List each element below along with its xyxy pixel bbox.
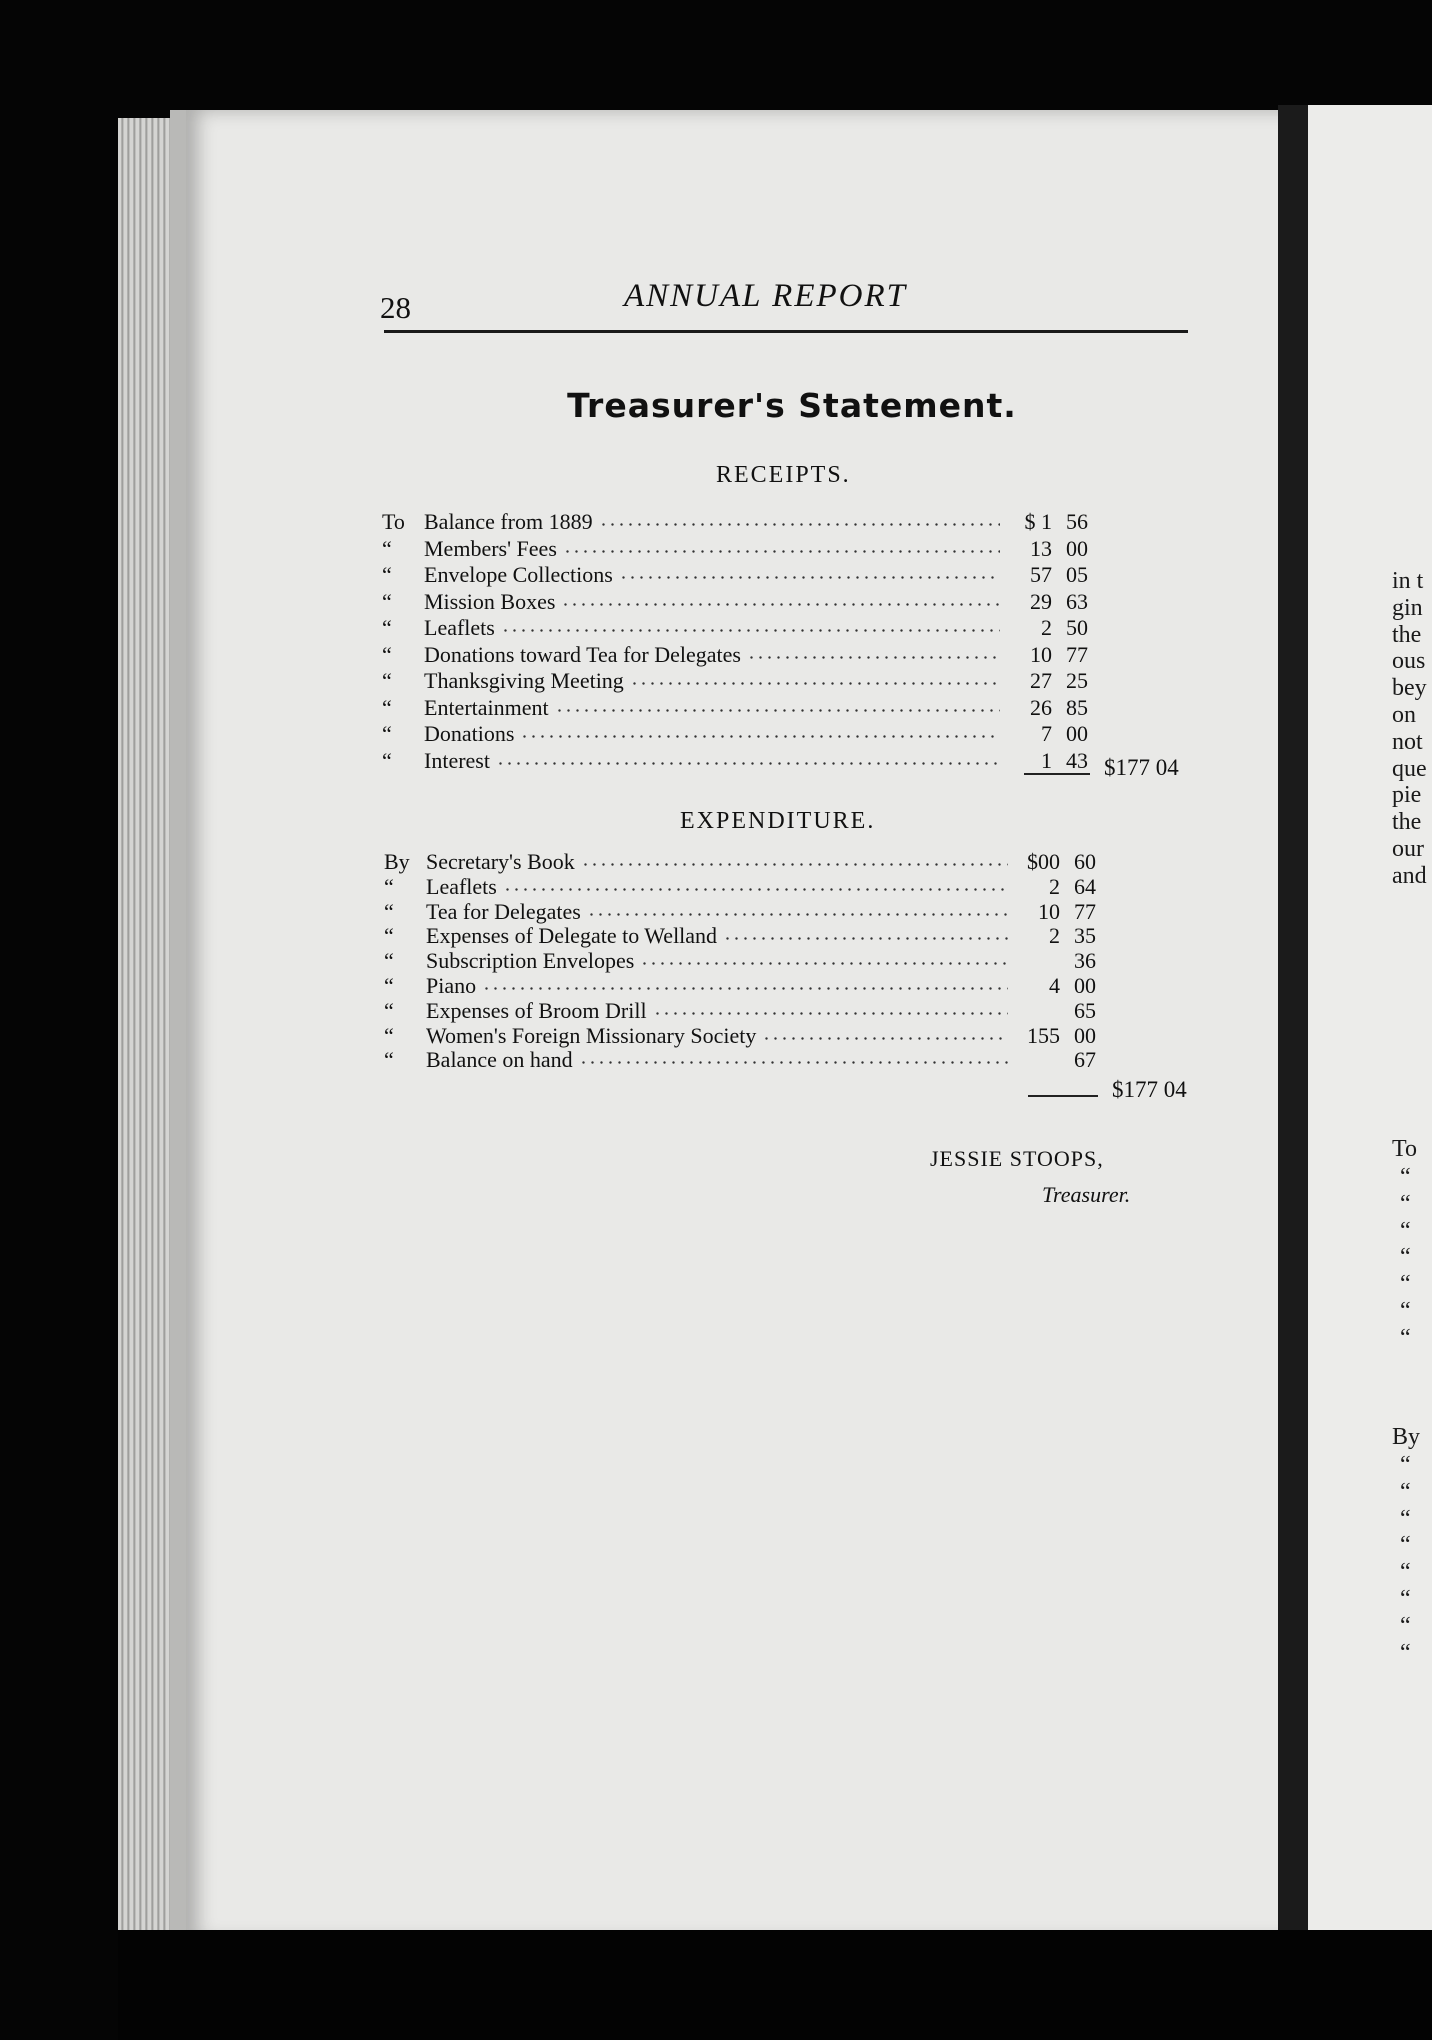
scan-border xyxy=(118,1930,1432,2040)
row-cents: 25 xyxy=(1066,668,1088,693)
facing-ditto: “ xyxy=(1400,1612,1411,1639)
row-dollars: 29 xyxy=(1030,588,1052,614)
treasurer-title: Treasurer. xyxy=(1042,1182,1131,1207)
row-dollars: 2 xyxy=(1041,615,1052,640)
row-cents: 00 xyxy=(1074,1022,1096,1048)
row-prefix: “ xyxy=(384,1047,394,1073)
row-prefix: “ xyxy=(382,721,392,746)
row-prefix: “ xyxy=(384,948,394,974)
facing-ditto: “ xyxy=(1400,1298,1411,1324)
facing-line: and xyxy=(1392,862,1427,889)
expenditure-row xyxy=(384,947,1114,974)
row-label: Members' Fees xyxy=(424,535,557,561)
expenditure-row xyxy=(384,922,1114,949)
row-label: Donations toward Tea for Delegates xyxy=(424,641,741,667)
row-label: Secretary's Book xyxy=(426,849,575,874)
facing-line: que xyxy=(1392,755,1427,782)
receipts-row xyxy=(382,588,1106,615)
facing-by: By xyxy=(1392,1424,1421,1450)
leader-dots xyxy=(503,888,1008,891)
facing-line: not xyxy=(1392,728,1423,755)
row-label: Envelope Collections xyxy=(424,562,613,587)
row-dollars: 10 xyxy=(1038,898,1060,924)
row-cents: 64 xyxy=(1074,873,1096,899)
row-cents: 77 xyxy=(1074,898,1096,924)
row-cents: 63 xyxy=(1066,588,1088,614)
row-cents: 36 xyxy=(1074,948,1096,974)
expenditure-heading: EXPENDITURE. xyxy=(680,808,876,834)
receipts-row xyxy=(382,614,1106,641)
row-dollars: 2 xyxy=(1049,873,1060,899)
row-dollars: 27 xyxy=(1030,668,1052,693)
row-prefix: “ xyxy=(382,588,392,614)
page-number: 28 xyxy=(380,290,411,325)
treasurer-name: JESSIE STOOPS, xyxy=(930,1146,1104,1171)
row-cents: 00 xyxy=(1074,973,1096,998)
expenditure-row xyxy=(384,898,1114,925)
facing-ditto: “ xyxy=(1400,1271,1411,1298)
right-page xyxy=(1308,105,1432,1940)
row-prefix: “ xyxy=(382,641,392,667)
row-prefix: By xyxy=(384,849,410,874)
expenditure-row xyxy=(384,997,1114,1024)
expenditure-row xyxy=(384,848,1114,875)
row-prefix: “ xyxy=(382,615,392,640)
row-label: Leaflets xyxy=(424,615,495,640)
statement-title: Treasurer's Statement. xyxy=(567,386,1017,425)
row-dollars: 13 xyxy=(1030,535,1052,561)
row-prefix: “ xyxy=(382,562,392,587)
row-label: Interest xyxy=(424,747,490,773)
row-label: Balance from 1889 xyxy=(424,509,593,534)
leader-dots xyxy=(520,735,1000,738)
leader-dots xyxy=(630,682,1000,685)
row-cents: 77 xyxy=(1066,641,1088,667)
facing-ditto: “ xyxy=(1400,1452,1411,1478)
leader-dots xyxy=(747,656,1000,659)
row-label: Mission Boxes xyxy=(424,588,556,614)
row-cents: 00 xyxy=(1066,535,1088,561)
receipts-row xyxy=(382,667,1106,694)
receipts-row xyxy=(382,535,1106,562)
row-dollars: 10 xyxy=(1030,641,1052,667)
row-dollars: 26 xyxy=(1030,694,1052,720)
receipts-row xyxy=(382,561,1106,588)
expenditure-row xyxy=(384,873,1114,900)
row-label: Leaflets xyxy=(426,873,497,899)
facing-to: To xyxy=(1392,1136,1417,1162)
receipts-row xyxy=(382,694,1106,721)
facing-ditto: “ xyxy=(1400,1505,1411,1532)
row-label: Expenses of Broom Drill xyxy=(426,997,647,1023)
row-prefix: “ xyxy=(384,997,394,1023)
running-head: ANNUAL REPORT xyxy=(624,278,907,314)
facing-ditto: “ xyxy=(1400,1244,1411,1271)
row-dollars: 4 xyxy=(1049,973,1060,998)
leader-dots xyxy=(496,762,1000,765)
expenditure-total-rule xyxy=(1028,1095,1098,1097)
leader-dots xyxy=(653,1012,1008,1015)
facing-ditto: “ xyxy=(1400,1190,1411,1217)
row-dollars: 7 xyxy=(1041,721,1052,746)
row-prefix: “ xyxy=(382,535,392,561)
leader-dots xyxy=(762,1037,1008,1040)
receipts-total: $177 04 xyxy=(1104,755,1179,780)
row-cents: 50 xyxy=(1066,615,1088,640)
expenditure-row xyxy=(384,1022,1114,1049)
row-prefix: “ xyxy=(384,898,394,924)
row-prefix: “ xyxy=(382,694,392,720)
expenditure-total: $177 04 xyxy=(1112,1077,1187,1102)
book-gutter xyxy=(1278,105,1308,1940)
leader-dots xyxy=(555,709,1000,712)
receipts-row xyxy=(382,641,1106,668)
facing-ditto: “ xyxy=(1400,1639,1411,1666)
row-label: Balance on hand xyxy=(426,1047,573,1073)
row-prefix: “ xyxy=(382,668,392,693)
row-dollars: 1 xyxy=(1041,747,1052,773)
leader-dots xyxy=(587,913,1008,916)
leader-dots xyxy=(482,987,1008,990)
facing-line: the xyxy=(1392,621,1422,648)
facing-line: in t xyxy=(1392,568,1424,594)
facing-line: gin xyxy=(1392,594,1423,621)
receipts-heading: RECEIPTS. xyxy=(716,462,851,488)
row-label: Tea for Delegates xyxy=(426,898,581,924)
row-prefix: To xyxy=(382,509,405,534)
row-cents: 65 xyxy=(1074,997,1096,1023)
facing-ditto: “ xyxy=(1400,1586,1411,1612)
row-label: Women's Foreign Missionary Society xyxy=(426,1022,757,1048)
row-label: Thanksgiving Meeting xyxy=(424,668,624,693)
row-label: Subscription Envelopes xyxy=(426,948,635,974)
expenditure-row xyxy=(384,972,1114,999)
row-cents: 56 xyxy=(1066,509,1088,534)
leader-dots xyxy=(599,523,1000,526)
row-label: Entertainment xyxy=(424,694,549,720)
receipts-row xyxy=(382,747,1106,774)
receipts-total-rule xyxy=(1024,773,1090,775)
row-prefix: “ xyxy=(382,747,392,773)
row-dollars: $ 1 xyxy=(1024,509,1052,534)
row-dollars: 57 xyxy=(1030,562,1052,587)
row-prefix: “ xyxy=(384,1022,394,1048)
receipts-row xyxy=(382,720,1106,747)
row-dollars: 2 xyxy=(1049,923,1060,949)
expenditure-row xyxy=(384,1046,1114,1073)
facing-line: bey xyxy=(1392,675,1427,702)
leader-dots xyxy=(561,603,1000,606)
row-dollars: $00 xyxy=(1027,849,1060,874)
leader-dots xyxy=(581,863,1008,866)
row-cents: 67 xyxy=(1074,1047,1096,1073)
row-cents: 00 xyxy=(1066,721,1088,746)
facing-line: on xyxy=(1392,702,1416,728)
leader-dots xyxy=(501,629,1000,632)
row-prefix: “ xyxy=(384,923,394,949)
leader-dots xyxy=(579,1061,1008,1064)
facing-ditto: “ xyxy=(1400,1478,1411,1505)
leader-dots xyxy=(723,937,1008,940)
facing-line: the xyxy=(1392,809,1422,836)
row-cents: 43 xyxy=(1066,747,1088,773)
row-label: Donations xyxy=(424,721,515,746)
facing-line: pie xyxy=(1392,782,1422,809)
row-cents: 60 xyxy=(1074,849,1096,874)
page-edges xyxy=(118,118,174,1938)
row-label: Expenses of Delegate to Welland xyxy=(426,923,718,949)
facing-line: ous xyxy=(1392,648,1426,675)
leader-dots xyxy=(640,962,1008,965)
row-prefix: “ xyxy=(384,873,394,899)
row-label: Piano xyxy=(426,973,477,998)
row-dollars: 155 xyxy=(1027,1022,1060,1048)
facing-line: our xyxy=(1392,836,1424,862)
row-cents: 05 xyxy=(1066,562,1088,587)
receipts-row xyxy=(382,508,1106,535)
facing-ditto: “ xyxy=(1400,1559,1411,1586)
facing-ditto: “ xyxy=(1400,1217,1411,1244)
row-prefix: “ xyxy=(384,973,394,998)
leader-dots xyxy=(619,576,1000,579)
row-cents: 35 xyxy=(1074,923,1096,949)
row-cents: 85 xyxy=(1066,694,1088,720)
leader-dots xyxy=(563,550,1000,553)
facing-ditto: “ xyxy=(1400,1324,1411,1351)
facing-ditto: “ xyxy=(1400,1164,1411,1190)
header-rule xyxy=(384,330,1188,333)
facing-ditto: “ xyxy=(1400,1532,1411,1559)
